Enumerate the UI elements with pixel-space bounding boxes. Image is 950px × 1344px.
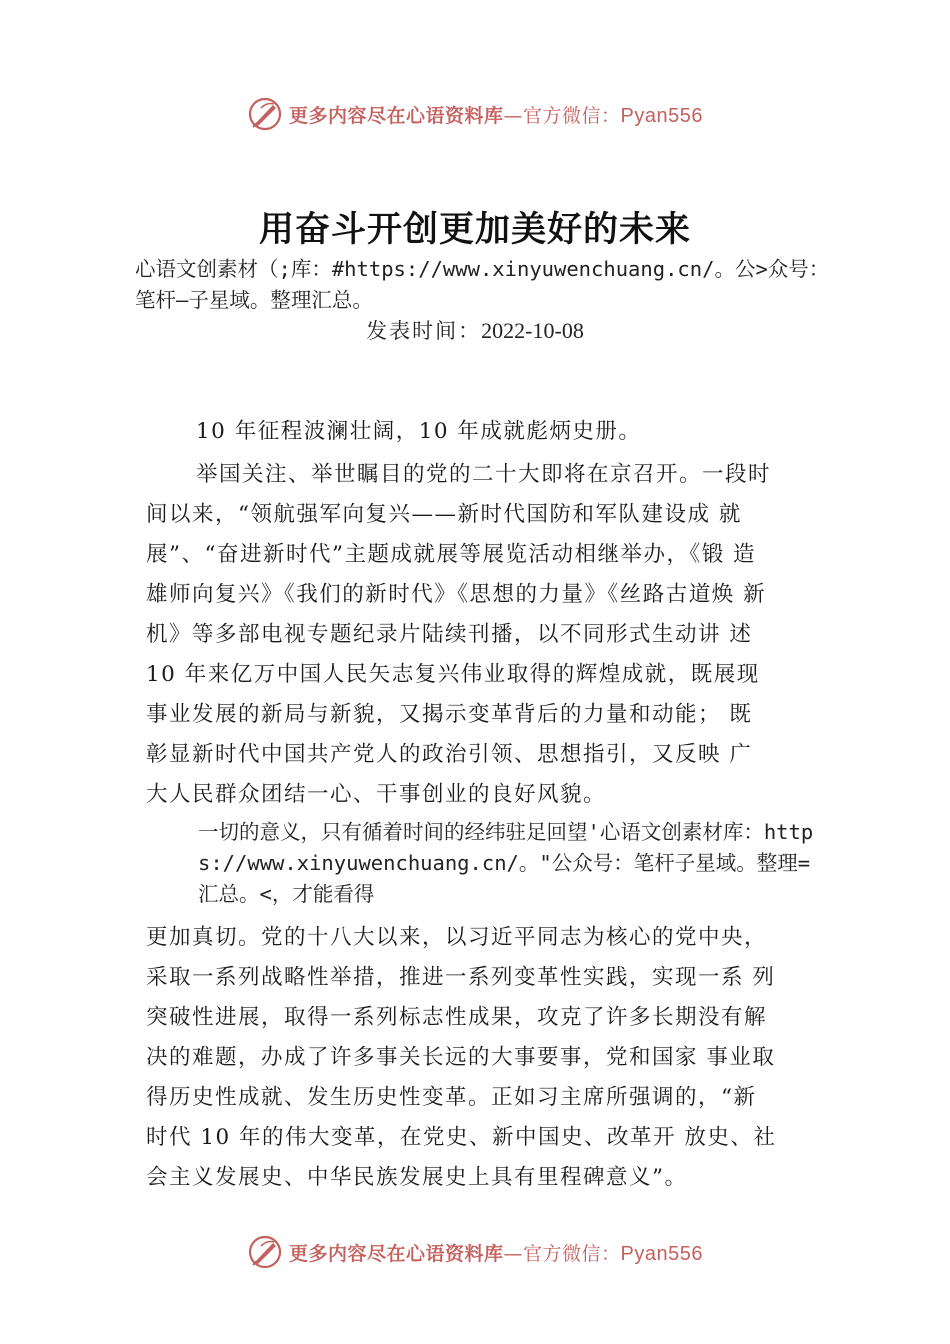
paragraph-line: 更加真切。党的十八大以来，以习近平同志为核心的党中央， [146, 925, 768, 950]
watermark-dash: — [503, 1242, 524, 1265]
paragraph-line: 雄师向复兴》《我们的新时代》《思想的力量》《丝路古道焕 新 [146, 582, 767, 607]
paragraph-line: 展”、“奋进新时代”主题成就展等展览活动相继举办，《锻 造 [146, 542, 757, 567]
watermark-text [289, 1239, 703, 1266]
paragraph-line: 彰显新时代中国共产党人的政治引领、思想指引，又反映 广 [146, 742, 753, 767]
quill-pen-logo-icon [247, 96, 283, 132]
source-note: 心语文创素材（;库：#https://www.xinyuwenchuang.cn/。公>众号：笔杆—子星域。整理汇总。 [135, 257, 830, 312]
date-label: 发表时间： [366, 319, 482, 343]
paragraph-line: 大人民群众团结一心、干事创业的良好风貌。 [146, 782, 607, 807]
footer-watermark [0, 1230, 950, 1274]
watermark-prefix: 更多内容尽在心语资料库 [289, 104, 504, 127]
quote-note: 一切的意义，只有循着时间的经纬驻足回望'心语文创素材库：https://www.xinyuwenchuang.cn/。"公众号：笔杆子星域。整理=汇总。<，才能看得 [198, 820, 814, 906]
paragraph-line: 时代 10 年的伟大变革，在党史、新中国史、改革开 放史、社 [146, 1125, 777, 1150]
paragraph-1: 10 年征程波澜壮阔，10 年成就彪炳史册。 [196, 419, 642, 444]
watermark-wechat-id: Pyan556 [620, 1242, 703, 1265]
paragraph-line: 机》等多部电视专题纪录片陆续刊播，以不同形式生动讲 述 [146, 622, 753, 647]
date-value: 2022-10-08 [481, 318, 584, 343]
paragraph-line: 决的难题，办成了许多事关长远的大事要事，党和国家 事业取 [146, 1045, 776, 1070]
paragraph-line: 10 年来亿万中国人民矢志复兴伟业取得的辉煌成就，既展现 [146, 662, 760, 687]
watermark-dash: — [503, 104, 524, 127]
paragraph-line: 事业发展的新局与新貌，又揭示变革背后的力量和动能； 既 [146, 702, 753, 727]
quill-pen-logo-icon [247, 1234, 283, 1270]
paragraph-line: 会主义发展史、中华民族发展史上具有里程碑意义”。 [146, 1165, 688, 1190]
header-watermark [0, 92, 950, 136]
watermark-text [289, 101, 703, 128]
watermark-middle: 官方微信： [523, 1242, 621, 1265]
paragraph-line: 采取一系列战略性举措，推进一系列变革性实践，实现一系 列 [146, 965, 776, 990]
paragraph-3 [146, 918, 826, 1198]
publish-date [0, 315, 950, 345]
watermark-wechat-id: Pyan556 [620, 104, 703, 127]
document-title: 用奋斗开创更加美好的未来 [258, 209, 691, 250]
paragraph-line: 突破性进展，取得一系列标志性成果，攻克了许多长期没有解 [146, 1005, 768, 1030]
paragraph-2 [146, 455, 826, 815]
paragraph-line: 得历史性成就、发生历史性变革。正如习主席所强调的，“新 [146, 1085, 757, 1110]
paragraph-line: 举国关注、举世瞩目的党的二十大即将在京召开。一段时 [196, 462, 772, 487]
watermark-prefix: 更多内容尽在心语资料库 [289, 1242, 504, 1265]
paragraph-line: 间以来，“领航强军向复兴——新时代国防和军队建设成 就 [146, 502, 742, 527]
watermark-middle: 官方微信： [523, 104, 621, 127]
